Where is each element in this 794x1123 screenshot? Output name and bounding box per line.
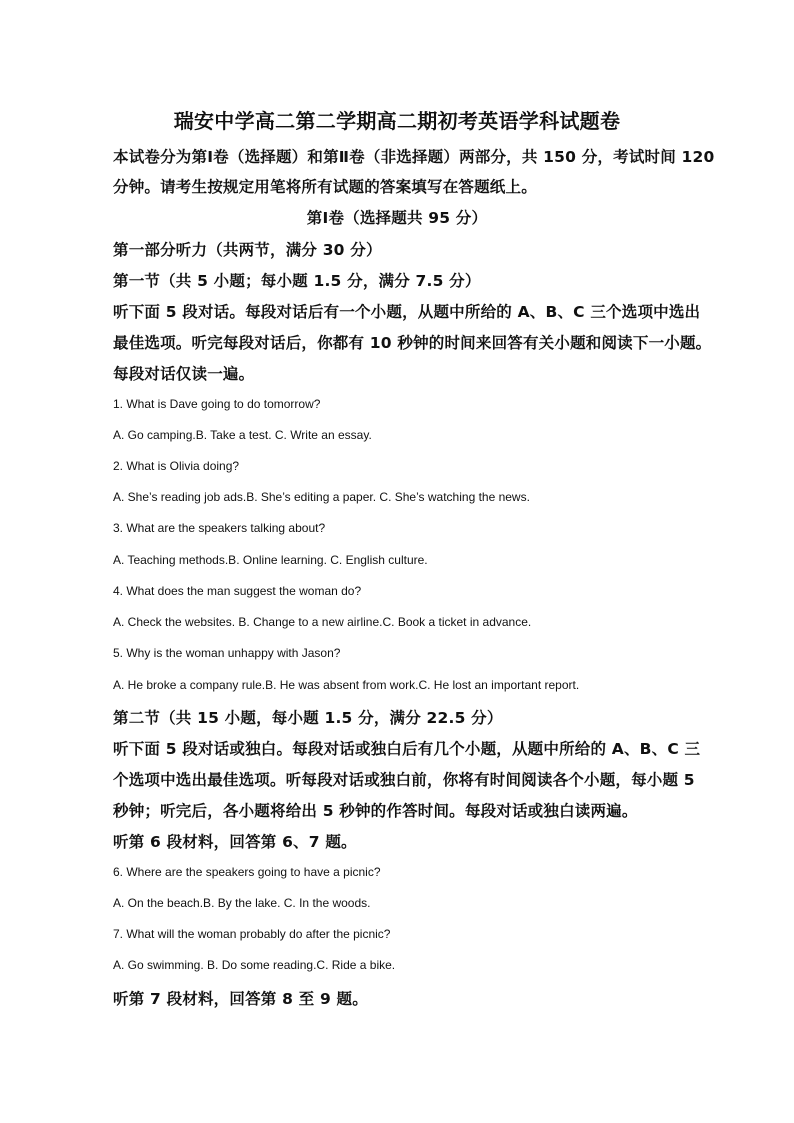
question-3: 3. What are the speakers talking about? bbox=[113, 521, 326, 535]
section-2-instruction-2: 个选项中选出最佳选项。听每段对话或独白前，你将有时间阅读各个小题，每小题 5 bbox=[113, 771, 695, 789]
section-1-instruction-1: 听下面 5 段对话。每段对话后有一个小题，从题中所给的 A、B、C 三个选项中选出 bbox=[113, 303, 701, 321]
question-2: 2. What is Olivia doing? bbox=[113, 459, 240, 473]
question-7-options: A. Go swimming. B. Do some reading.C. Ride a bike. bbox=[113, 958, 396, 972]
part-1-heading: 第一部分听力（共两节，满分 30 分） bbox=[113, 241, 382, 259]
material-7-heading: 听第 7 段材料，回答第 8 至 9 题。 bbox=[113, 990, 368, 1008]
question-4-options: A. Check the websites. B. Change to a new airline.C. Book a ticket in advance. bbox=[113, 615, 532, 629]
section-1-instruction-2: 最佳选项。听完每段对话后，你都有 10 秒钟的时间来回答有关小题和阅读下一小题。 bbox=[113, 334, 712, 352]
question-4: 4. What does the man suggest the woman do? bbox=[113, 584, 362, 598]
section-2-instruction-1: 听下面 5 段对话或独白。每段对话或独白后有几个小题，从题中所给的 A、B、C 三 bbox=[113, 740, 701, 758]
section-1-instruction-3: 每段对话仅读一遍。 bbox=[113, 365, 255, 383]
question-1-options: A. Go camping.B. Take a test. C. Write an essay. bbox=[113, 428, 372, 442]
intro-line-2: 分钟。请考生按规定用笔将所有试题的答案填写在答题纸上。 bbox=[113, 178, 537, 196]
section-2-heading: 第二节（共 15 小题，每小题 1.5 分，满分 22.5 分） bbox=[113, 709, 503, 727]
question-5-options: A. He broke a company rule.B. He was absent from work.C. He lost an important report. bbox=[113, 678, 580, 692]
question-5: 5. Why is the woman unhappy with Jason? bbox=[113, 646, 341, 660]
section-1-heading: 第一节（共 5 小题；每小题 1.5 分，满分 7.5 分） bbox=[113, 272, 481, 290]
section-2-instruction-3: 秒钟；听完后，各小题将给出 5 秒钟的作答时间。每段对话或独白读两遍。 bbox=[113, 802, 638, 820]
question-7: 7. What will the woman probably do after the picnic? bbox=[113, 927, 391, 941]
question-6-options: A. On the beach.B. By the lake. C. In the woods. bbox=[113, 896, 371, 910]
question-1: 1. What is Dave going to do tomorrow? bbox=[113, 397, 321, 411]
question-3-options: A. Teaching methods.B. Online learning. C. English culture. bbox=[113, 553, 428, 567]
question-2-options: A. She’s reading job ads.B. She’s editing a paper. C. She’s watching the news. bbox=[113, 490, 530, 504]
volume-1-heading: 第Ⅰ卷（选择题共 95 分） bbox=[306, 209, 488, 227]
exam-title: 瑞安中学高二第二学期高二期初考英语学科试题卷 bbox=[173, 109, 621, 133]
intro-line-1: 本试卷分为第Ⅰ卷（选择题）和第Ⅱ卷（非选择题）两部分，共 150 分，考试时间 120 bbox=[113, 148, 715, 166]
question-6: 6. Where are the speakers going to have a picnic? bbox=[113, 865, 381, 879]
material-6-heading: 听第 6 段材料，回答第 6、7 题。 bbox=[113, 833, 357, 851]
